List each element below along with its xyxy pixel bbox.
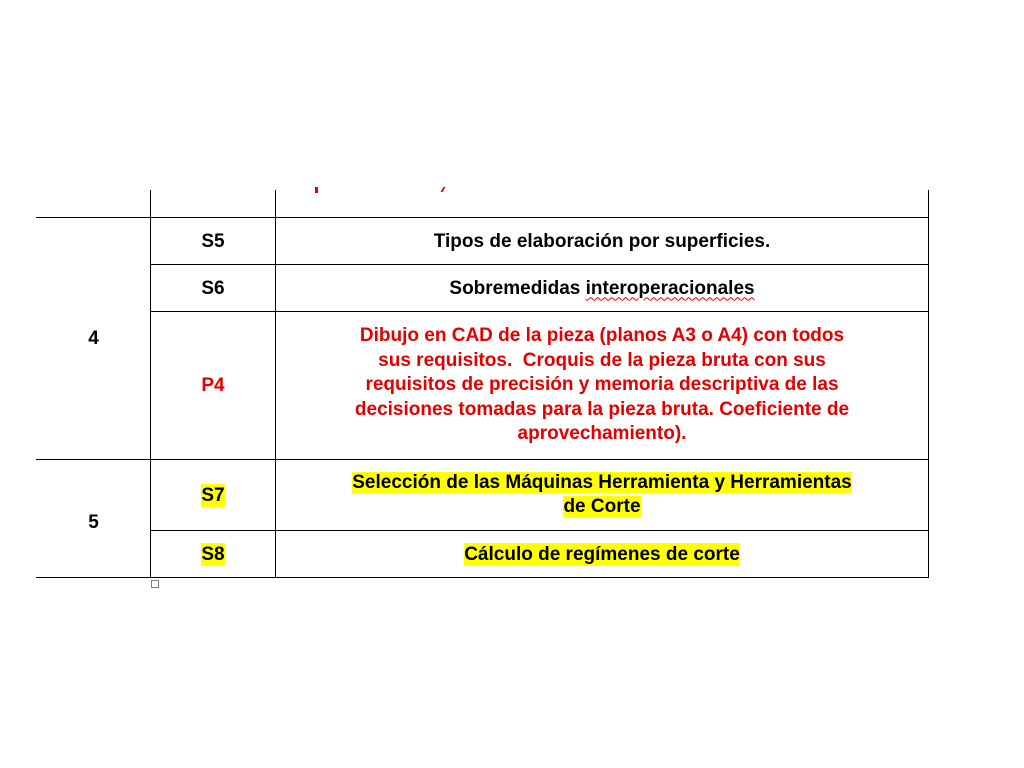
session-code-cell: [151, 460, 275, 530]
session-topic: [352, 471, 852, 519]
session-topic-cell: [276, 531, 928, 577]
practice-code: P4: [201, 375, 225, 396]
group-number: 5: [88, 512, 99, 533]
topic-line: de Corte: [563, 496, 641, 517]
session-topic: Cálculo de regímenes de corte: [464, 543, 740, 565]
practice-description: [355, 324, 849, 447]
group-number: 4: [88, 328, 99, 349]
session-topic-cell: [276, 460, 928, 530]
description-line: decisiones tomadas para la pieza bruta. Coeficiente de: [354, 398, 850, 420]
cut-off-row-fragment: [300, 187, 460, 195]
group-number-cell: [37, 218, 150, 459]
practice-code-cell: [151, 312, 275, 459]
topic-line: Selección de las Máquinas Herramienta y Herramientas: [352, 472, 852, 493]
table-divider: [928, 190, 929, 578]
session-code-cell: [151, 265, 275, 311]
session-code-cell: [151, 218, 275, 264]
spellcheck-flagged-word[interactable]: interoperacionales: [585, 277, 755, 299]
description-line: requisitos de precisión y memoria descriptiva de las: [365, 374, 839, 396]
session-code: S7: [201, 484, 225, 506]
description-line: sus requisitos. Croquis de la pieza bruta con sus: [378, 349, 826, 371]
session-code: S6: [201, 277, 225, 299]
table-divider: [36, 577, 929, 578]
description-line: Dibujo en CAD de la pieza (planos A3 o A4) con todos: [359, 325, 845, 347]
session-topic: Tipos de elaboración por superficies.: [433, 230, 771, 252]
group-number-cell: [37, 460, 150, 577]
session-topic-cell: [276, 265, 928, 311]
session-code: S5: [201, 230, 225, 252]
session-topic-text: Sobremedidas: [449, 277, 586, 299]
paragraph-anchor-marker: [151, 580, 159, 588]
session-code-cell: [151, 531, 275, 577]
session-topic-cell: [276, 218, 928, 264]
description-line: aprovechamiento).: [517, 423, 687, 445]
practice-description-cell: [276, 312, 928, 459]
session-topic: [449, 277, 754, 300]
session-code: S8: [201, 543, 225, 565]
